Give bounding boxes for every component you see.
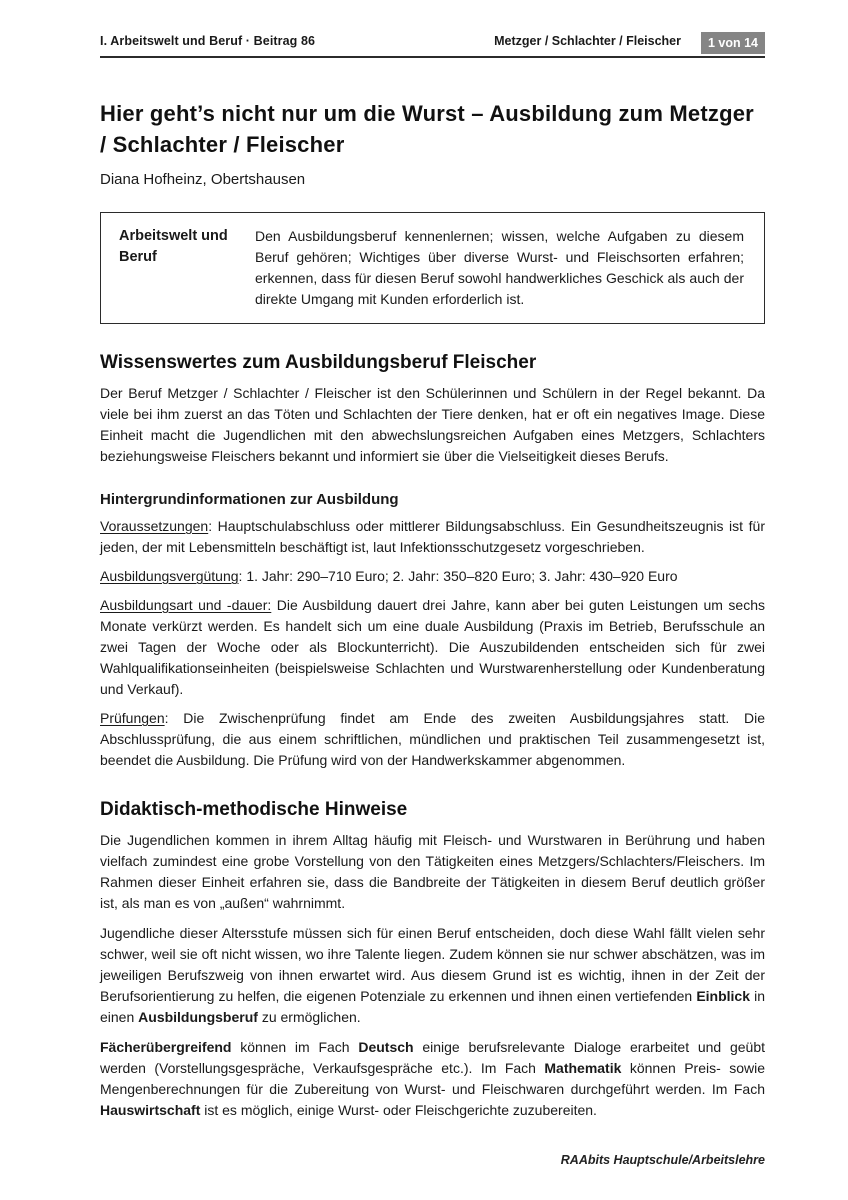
footer-credit: RAAbits Hauptschule/Arbeitslehre	[560, 1153, 765, 1167]
page-number-badge: 1 von 14	[701, 32, 765, 54]
section-heading-wissenswertes: Wissenswertes zum Ausbildungsberuf Fleischer	[100, 352, 537, 373]
info-box-label: Arbeitswelt und Beruf	[119, 228, 228, 265]
intro-paragraph: Der Beruf Metzger / Schlachter / Fleischer ist den Schülerinnen und Schülern in der Regel bekannt. Da viele bei ihm zuerst an das Töten und Schlachten der Tiere denken, hat er oft ein negatives Image. Diese Einheit macht die Jugendlichen mit den abwechslungsreichen Aufgaben eines Metzgers, Schlachters beziehungsweise Fleischers bekannt und informiert sie über die Vielseitigkeit dieses Berufs.	[100, 385, 765, 464]
info-item-pruefungen: Prüfungen: Die Zwischenprüfung findet am Ende des zweiten Ausbildungsjahres statt. Die Abschlussprüfung, die aus einem schriftlichen, mündlichen und praktischen Teil zusammengesetzt ist, beendet die Ausbildung. Die Prüfung wird von der Handwerkskammer abgenommen.	[100, 710, 765, 768]
subsection-heading-hintergrund: Hintergrundinformationen zur Ausbildung	[100, 491, 399, 508]
info-box	[100, 212, 765, 324]
didaktik-paragraph-1: Die Jugendlichen kommen in ihrem Alltag häufig mit Fleisch- und Wurstwaren in Berührung und haben vielfach zumindest eine grobe Vorstellung von den Tätigkeiten eines Metzgers/Schlachters/Fleischers. Im Rahmen dieser Einheit erfahren sie, dass die Bandbreite der Tätigkeiten in diesem Beruf deutlich größer ist, als man es von „außen“ wahrnimmt.	[100, 832, 765, 911]
didaktik-paragraph-3: Fächerübergreifend können im Fach Deutsch einige berufsrelevante Dialoge erarbeitet und geübt werden (Vorstellungsgespräche, Verkaufsgespräche etc.). Im Fach Mathematik können Preis- sowie Mengenberechnungen für die Zubereitung von Wurst- und Fleischwaren durchgeführt werden. Im Fach Hauswirtschaft ist es möglich, einige Wurst- oder Fleischgerichte zuzubereiten.	[100, 1039, 765, 1118]
info-item-verguetung: Ausbildungsvergütung: 1. Jahr: 290–710 Euro; 2. Jahr: 350–820 Euro; 3. Jahr: 430–920 Euro	[100, 568, 678, 584]
author-line: Diana Hofheinz, Obertshausen	[100, 171, 306, 188]
header-topic-title: Metzger / Schlachter / Fleischer	[494, 34, 681, 48]
document-title: Hier geht’s nicht nur um die Wurst – Ausbildung zum Metzger / Schlachter / Fleischer	[100, 101, 754, 157]
page-header	[100, 30, 765, 58]
didaktik-paragraph-2: Jugendliche dieser Altersstufe müssen sich für einen Beruf entscheiden, doch diese Wahl fällt vielen sehr schwer, weil sie oft nicht wissen, wo ihre Talente liegen. Zudem können sie nur schwer abschätzen, was im jeweiligen Berufszweig von ihnen erwartet wird. Aus diesem Grund ist es wichtig, ihnen in der Zeit der Berufsorientierung zu helfen, die eigenen Potenziale zu erkennen und ihnen einen vertiefenden Einblick in einen Ausbildungsberuf zu ermöglichen.	[100, 925, 765, 1025]
info-item-voraussetzungen: Voraussetzungen: Hauptschulabschluss oder mittlerer Bildungsabschluss. Ein Gesundheitszeugnis ist für jeden, der mit Lebensmitteln beschäftigt ist, laut Infektionsschutzgesetz vorgeschrieben.	[100, 518, 765, 555]
info-box-text: Den Ausbildungsberuf kennenlernen; wissen, welche Aufgaben zu diesem Beruf gehören; Wichtiges über diverse Wurst- und Fleischsorten erfahren; erkennen, dass für diesen Beruf sowohl handwerkliches Geschick als auch der direkte Umgang mit Kunden erforderlich ist.	[255, 228, 744, 307]
header-series-title: I. Arbeitswelt und Beruf · Beitrag 86	[100, 34, 316, 48]
info-item-art-dauer: Ausbildungsart und -dauer: Die Ausbildung dauert drei Jahre, kann aber bei guten Leistungen um sechs Monate verkürzt werden. Es handelt sich um eine duale Ausbildung (Praxis im Betrieb, Berufsschule an zwei Tagen der Woche oder als Blockunterricht). Die Auszubildenden entscheiden sich für zwei Wahlqualifikationseinheiten (beispielsweise Schlachten und Wurstwarenherstellung oder Kundenberatung und Verkauf).	[100, 597, 766, 697]
section-heading-didaktik: Didaktisch-methodische Hinweise	[100, 799, 408, 820]
